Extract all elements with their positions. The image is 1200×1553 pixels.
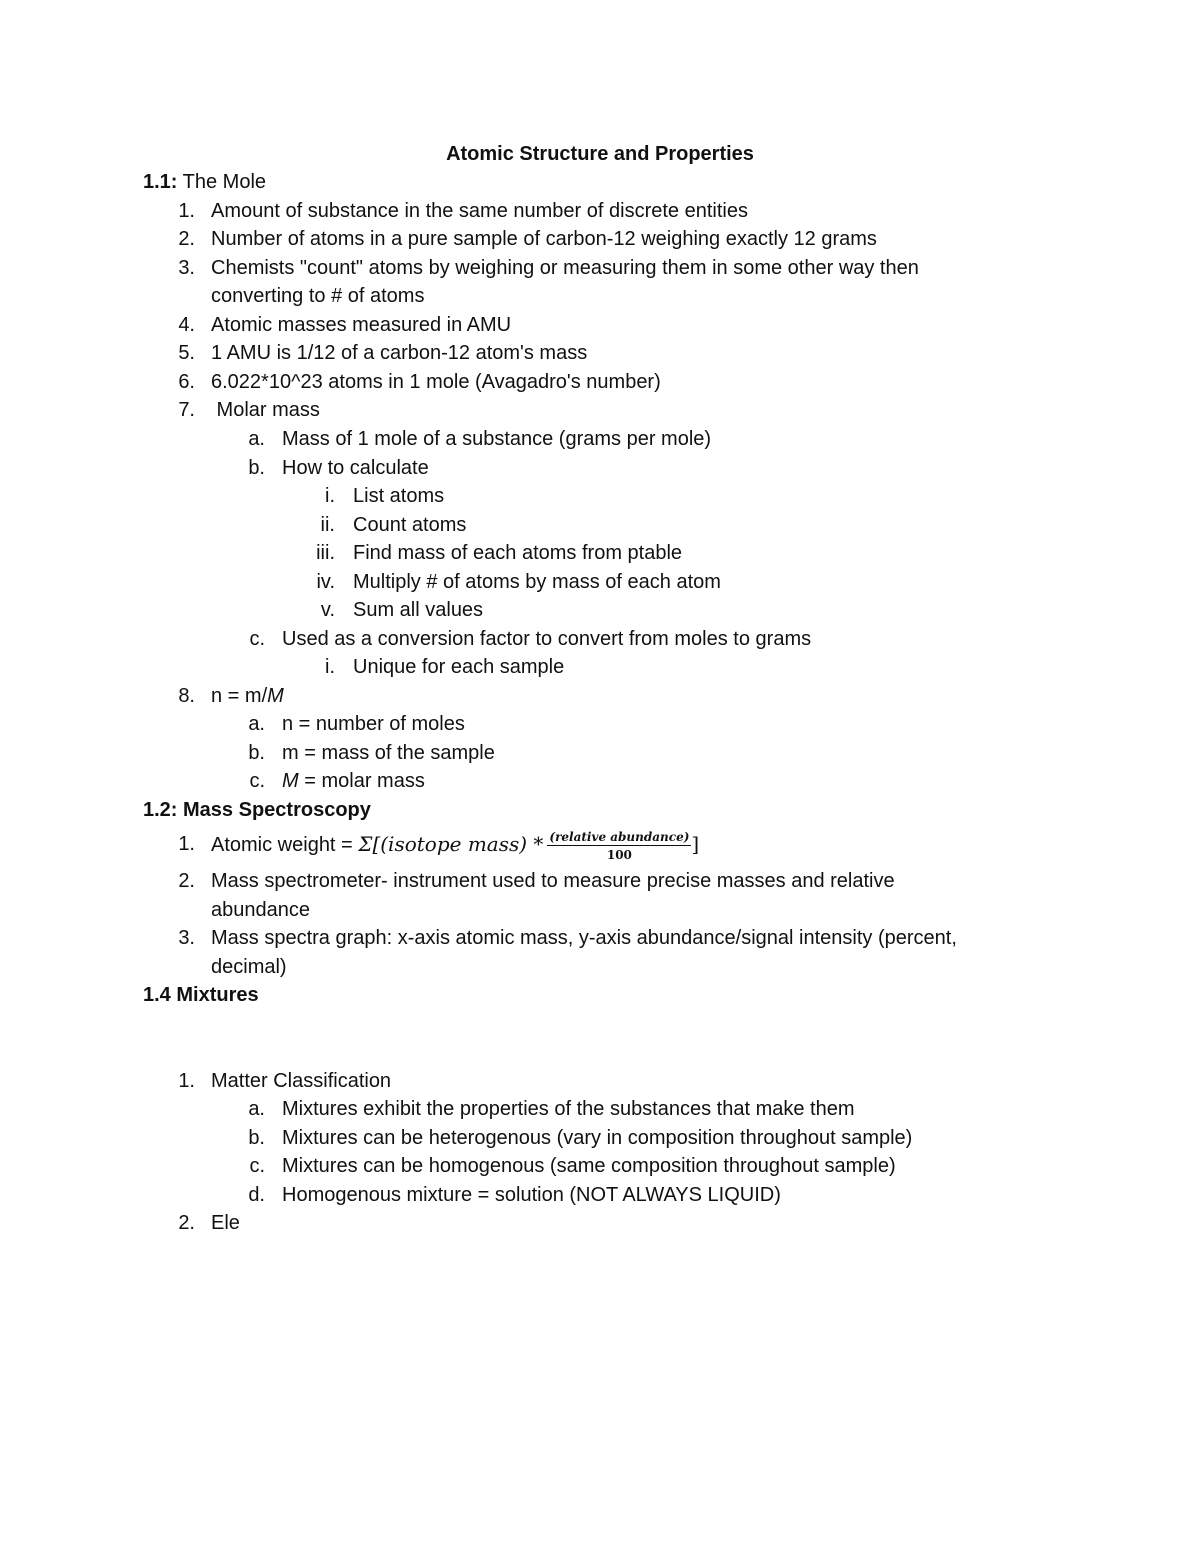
list-number: 8.	[178, 685, 195, 707]
list-number: 7.	[178, 399, 195, 421]
list-item-continuation: decimal)	[211, 956, 287, 978]
list-item-continuation: converting to # of atoms	[211, 285, 425, 307]
list-item: Matter Classification	[211, 1070, 392, 1092]
formula-numerator: (relative abundance)	[549, 829, 690, 844]
list-item: Atomic masses measured in AMU	[211, 314, 512, 336]
list-item: Amount of substance in the same number of discrete entities	[211, 200, 748, 222]
list-letter: a.	[248, 713, 265, 735]
list-letter: b.	[248, 457, 265, 479]
list-subitem: Mass of 1 mole of a substance (grams per mole)	[282, 428, 712, 450]
formula-variable: M	[282, 770, 299, 792]
list-letter: a.	[248, 428, 265, 450]
list-item-formula	[211, 822, 699, 867]
list-subitem: Mixtures can be homogenous (same composition throughout sample)	[282, 1155, 896, 1177]
subitem-text: = molar mass	[298, 770, 425, 792]
formula-close: ]	[691, 832, 700, 856]
formula-label: Atomic weight =	[211, 834, 359, 856]
list-roman: v.	[320, 599, 335, 621]
document-title: Atomic Structure and Properties	[446, 143, 754, 165]
list-subitem: m = mass of the sample	[282, 742, 495, 764]
list-number: 1.	[178, 200, 195, 222]
list-letter: b.	[248, 742, 265, 764]
list-number: 2.	[178, 228, 195, 250]
list-item-continuation: abundance	[211, 899, 310, 921]
list-subsubitem: Sum all values	[353, 599, 484, 621]
list-subsubitem: List atoms	[353, 485, 445, 507]
list-letter: c.	[249, 1155, 265, 1177]
list-roman: i.	[325, 485, 335, 507]
list-subitem: Homogenous mixture = solution (NOT ALWAYS LIQUID)	[282, 1184, 781, 1206]
list-number: 6.	[178, 371, 195, 393]
list-subitem: How to calculate	[282, 457, 429, 479]
list-subitem: Mixtures can be heterogenous (vary in composition throughout sample)	[282, 1127, 913, 1149]
section-number: 1.1:	[143, 171, 178, 193]
list-number: 1.	[178, 1070, 195, 1092]
section-title: 1.4 Mixtures	[143, 984, 259, 1006]
list-item: 6.022*10^23 atoms in 1 mole (Avagadro's number)	[211, 371, 661, 393]
formula-variable: M	[267, 685, 284, 707]
list-subsubitem: Unique for each sample	[353, 656, 565, 678]
list-subitem: Mixtures exhibit the properties of the substances that make them	[282, 1098, 855, 1120]
list-number: 2.	[178, 1212, 195, 1234]
formula-fraction	[547, 830, 691, 862]
list-subitem: n = number of moles	[282, 713, 465, 735]
formula-denominator: 100	[606, 847, 632, 862]
list-letter: d.	[248, 1184, 265, 1206]
list-item: Mass spectrometer- instrument used to measure precise masses and relative	[211, 870, 895, 892]
list-number: 3.	[178, 927, 195, 949]
list-letter: b.	[248, 1127, 265, 1149]
list-letter: a.	[248, 1098, 265, 1120]
list-item: Molar mass	[211, 399, 320, 421]
section-title: The Mole	[177, 171, 267, 193]
list-item: Number of atoms in a pure sample of carbon-12 weighing exactly 12 grams	[211, 228, 877, 250]
list-number: 3.	[178, 257, 195, 279]
list-item: Ele	[211, 1212, 240, 1234]
list-roman: ii.	[320, 514, 335, 536]
list-number: 5.	[178, 342, 195, 364]
formula-main: Σ[(isotope mass) *	[358, 832, 544, 856]
list-roman: iii.	[316, 542, 335, 564]
list-number: 2.	[178, 870, 195, 892]
list-number: 1.	[178, 833, 195, 855]
list-letter: c.	[249, 770, 265, 792]
list-subsubitem: Multiply # of atoms by mass of each atom	[353, 571, 721, 593]
list-subitem: Used as a conversion factor to convert from moles to grams	[282, 628, 812, 650]
list-item	[211, 682, 284, 710]
section-heading-1-4	[143, 981, 259, 1009]
formula-prefix: n = m/	[211, 685, 268, 707]
section-heading-1-1	[143, 168, 266, 196]
list-item: 1 AMU is 1/12 of a carbon-12 atom's mass	[211, 342, 588, 364]
list-subsubitem: Find mass of each atoms from ptable	[353, 542, 683, 564]
list-subitem	[282, 767, 425, 795]
list-letter: c.	[249, 628, 265, 650]
list-item: Mass spectra graph: x-axis atomic mass, y-axis abundance/signal intensity (percent,	[211, 927, 957, 949]
section-heading-1-2	[143, 796, 371, 824]
list-item: Chemists "count" atoms by weighing or measuring them in some other way then	[211, 257, 919, 279]
list-roman: iv.	[316, 571, 335, 593]
section-title: 1.2: Mass Spectroscopy	[143, 799, 371, 821]
list-subsubitem: Count atoms	[353, 514, 467, 536]
list-roman: i.	[325, 656, 335, 678]
list-number: 4.	[178, 314, 195, 336]
